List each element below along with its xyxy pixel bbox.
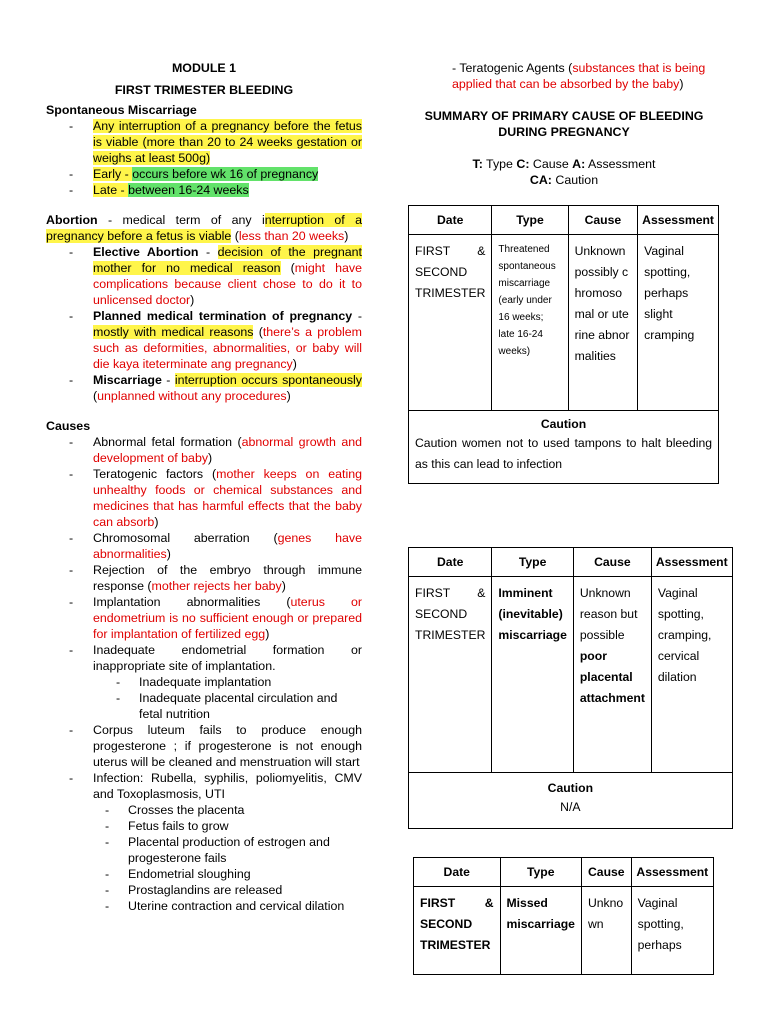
header-assessment: Assessment [631, 858, 713, 887]
header-cause: Cause [581, 858, 631, 887]
header-date: Date [414, 858, 501, 887]
caution-label: Caution [547, 781, 594, 795]
header-assessment: Assessment [638, 206, 719, 235]
sub-list-item: - Inadequate implantation [46, 674, 362, 690]
header-cause: Cause [573, 548, 651, 577]
caution-cell [409, 773, 733, 829]
caution-text: Caution women not to used tampons to halt bleeding as this can lead to infection [415, 436, 712, 471]
legend: T: Type C: Cause A: Assessment CA: Caution [472, 157, 656, 187]
list-item: - Late - between 16-24 weeks [46, 182, 362, 198]
list-item: - Teratogenic factors (mother keeps on eating unhealthy foods or chemical substances and medicines that has harmful effects that the baby can absorb) [46, 466, 362, 530]
header-type: Type [500, 858, 581, 887]
caution-label: Caution [540, 417, 587, 431]
cell-date: FIRST & SECOND TRIMESTER [409, 577, 492, 773]
cell-assessment: Vaginal spotting, cramping, cervical dilation [651, 577, 732, 773]
header-type: Type [492, 548, 573, 577]
spont-heading: Spontaneous Miscarriage [46, 103, 197, 117]
summary-table-threatened [408, 205, 719, 484]
cell-date: FIRST & SECOND TRIMESTER [409, 235, 492, 411]
teratogenic-agents: - Teratogenic Agents (substances that is being applied that can be absorbed by the baby) [452, 61, 706, 91]
caution-text: N/A [560, 800, 581, 814]
header-type: Type [492, 206, 568, 235]
list-item: - Planned medical termination of pregnancy - mostly with medical reasons (there’s a problem such as deformities, abnormalities, or baby will die kaya iteterminate ang pregnancy) [46, 308, 362, 372]
summary-title: SUMMARY OF PRIMARY CAUSE OF BLEEDING DURING PREGNANCY [424, 109, 704, 139]
cell-type: Threatened spontaneous miscarriage (early under 16 weeks; late 16-24 weeks) [492, 235, 568, 411]
cell-assessment: Vaginal spotting, perhaps [631, 887, 713, 975]
list-item: - Implantation abnormalities (uterus or endometrium is no sufficient enough or prepared for implantation of fertilized egg) [46, 594, 362, 642]
summary-table-imminent [408, 547, 733, 829]
cell-cause: Unknown possibly chromosomal or uterine abnormalities [568, 235, 638, 411]
list-item: - Any interruption of a pregnancy before the fetus is viable (more than 20 to 24 weeks gestation or weighs at least 500g) [46, 118, 362, 166]
cell-type: Imminent (inevitable) miscarriage [492, 577, 573, 773]
header-assessment: Assessment [651, 548, 732, 577]
cell-assessment: Vaginal spotting, perhaps slight cramping [638, 235, 719, 411]
summary-table-missed [413, 857, 714, 975]
header-date: Date [409, 206, 492, 235]
list-item: - Elective Abortion - decision of the pregnant mother for no medical reason (might have complications because client chose to do it to unlicensed doctor) [46, 244, 362, 308]
left-column [46, 60, 362, 914]
sub-list-item: - Inadequate placental circulation and fetal nutrition [46, 690, 362, 722]
caution-cell [409, 411, 719, 484]
sub-list-item: - Crosses the placenta [46, 802, 362, 818]
module-label: MODULE 1 [171, 61, 237, 75]
cell-type: Missed miscarriage [500, 887, 581, 975]
abortion-definition: Abortion - medical term of any interruption of a pregnancy before a fetus is viable (less than 20 weeks) [46, 213, 362, 243]
list-item: - Rejection of the embryo through immune response (mother rejects her baby) [46, 562, 362, 594]
cell-cause: Unknown [581, 887, 631, 975]
cell-date: FIRST & SECOND TRIMESTER [414, 887, 501, 975]
list-item: - Infection: Rubella, syphilis, poliomyelitis, CMV and Toxoplasmosis, UTI [46, 770, 362, 802]
list-item: - Miscarriage - interruption occurs spontaneously (unplanned without any procedures) [46, 372, 362, 404]
causes-heading: Causes [46, 419, 91, 433]
page-title: FIRST TRIMESTER BLEEDING [114, 83, 294, 97]
sub-list-item: - Endometrial sloughing [46, 866, 362, 882]
list-item: - Early - occurs before wk 16 of pregnancy [46, 166, 362, 182]
list-item: - Abnormal fetal formation (abnormal growth and development of baby) [46, 434, 362, 466]
sub-list-item: - Uterine contraction and cervical dilation [46, 898, 362, 914]
header-date: Date [409, 548, 492, 577]
sub-list-item: - Fetus fails to grow [46, 818, 362, 834]
sub-list-item: - Prostaglandins are released [46, 882, 362, 898]
list-item: - Corpus luteum fails to produce enough progesterone ; if progesterone is not enough uterus will be cleaned and menstruation will start [46, 722, 362, 770]
header-cause: Cause [568, 206, 638, 235]
list-item: - Chromosomal aberration (genes have abnormalities) [46, 530, 362, 562]
sub-list-item: - Placental production of estrogen and progesterone fails [46, 834, 362, 866]
list-item: - Inadequate endometrial formation or inappropriate site of implantation. [46, 642, 362, 674]
cell-cause: Unknown reason but possible poor placental attachment [573, 577, 651, 773]
